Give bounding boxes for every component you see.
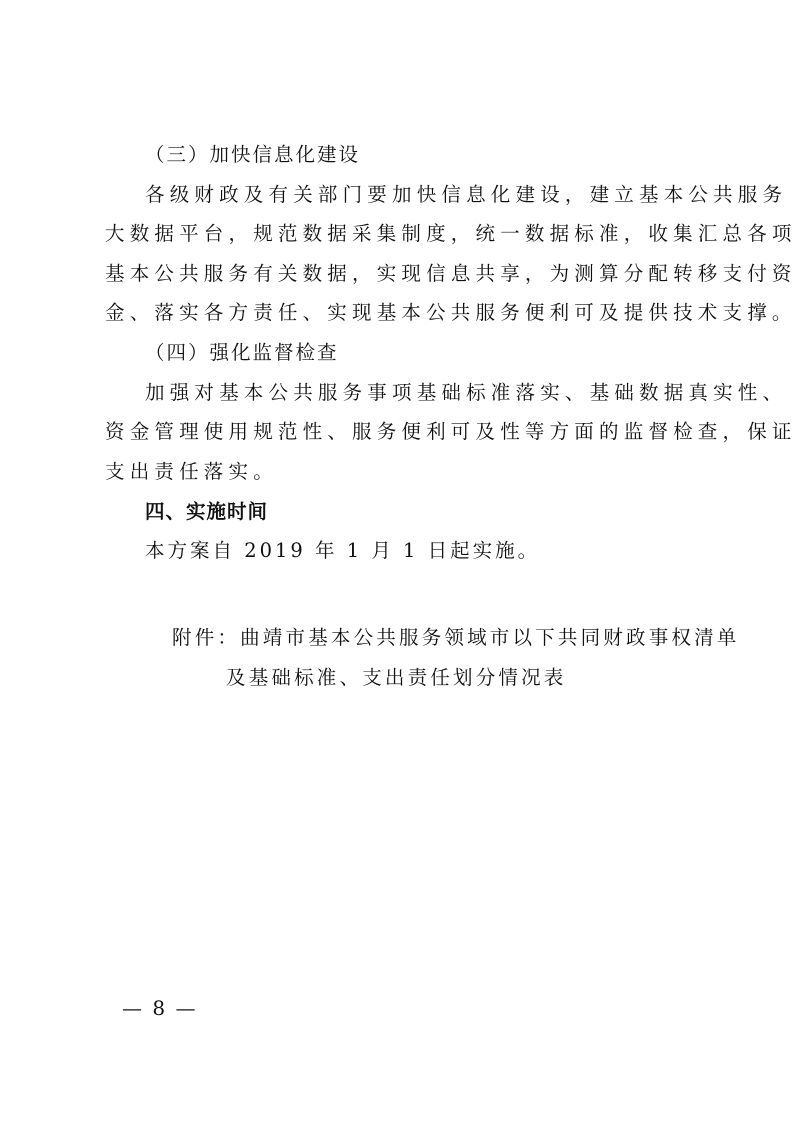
paragraph-line: 基本公共服务有关数据，实现信息共享，为测算分配转移支付资: [105, 262, 797, 285]
section-heading: （三）加快信息化建设: [145, 143, 361, 166]
paragraph-line: 加强对基本公共服务事项基础标准落实、基础数据真实性、: [145, 381, 788, 404]
paragraph-line: 支出责任落实。: [105, 460, 278, 483]
paragraph-line: 本方案自 2019 年 1 月 1 日起实施。: [145, 539, 541, 562]
paragraph-line: 各级财政及有关部门要加快信息化建设，建立基本公共服务: [145, 183, 788, 206]
section-heading: （四）强化监督检查: [145, 341, 339, 364]
page-number: — 8 —: [122, 996, 198, 1020]
attachment-line: 及基础标准、支出责任划分情况表: [226, 666, 567, 689]
part-heading: 四、实施时间: [145, 500, 269, 523]
attachment-line: 附件：曲靖市基本公共服务领域市以下共同财政事权清单: [172, 626, 740, 649]
paragraph-line: 资金管理使用规范性、服务便利可及性等方面的监督检查，保证: [105, 420, 797, 443]
paragraph-line: 金、落实各方责任、实现基本公共服务便利可及提供技术支撑。: [105, 301, 797, 324]
paragraph-line: 大数据平台，规范数据采集制度，统一数据标准，收集汇总各项: [105, 222, 797, 245]
